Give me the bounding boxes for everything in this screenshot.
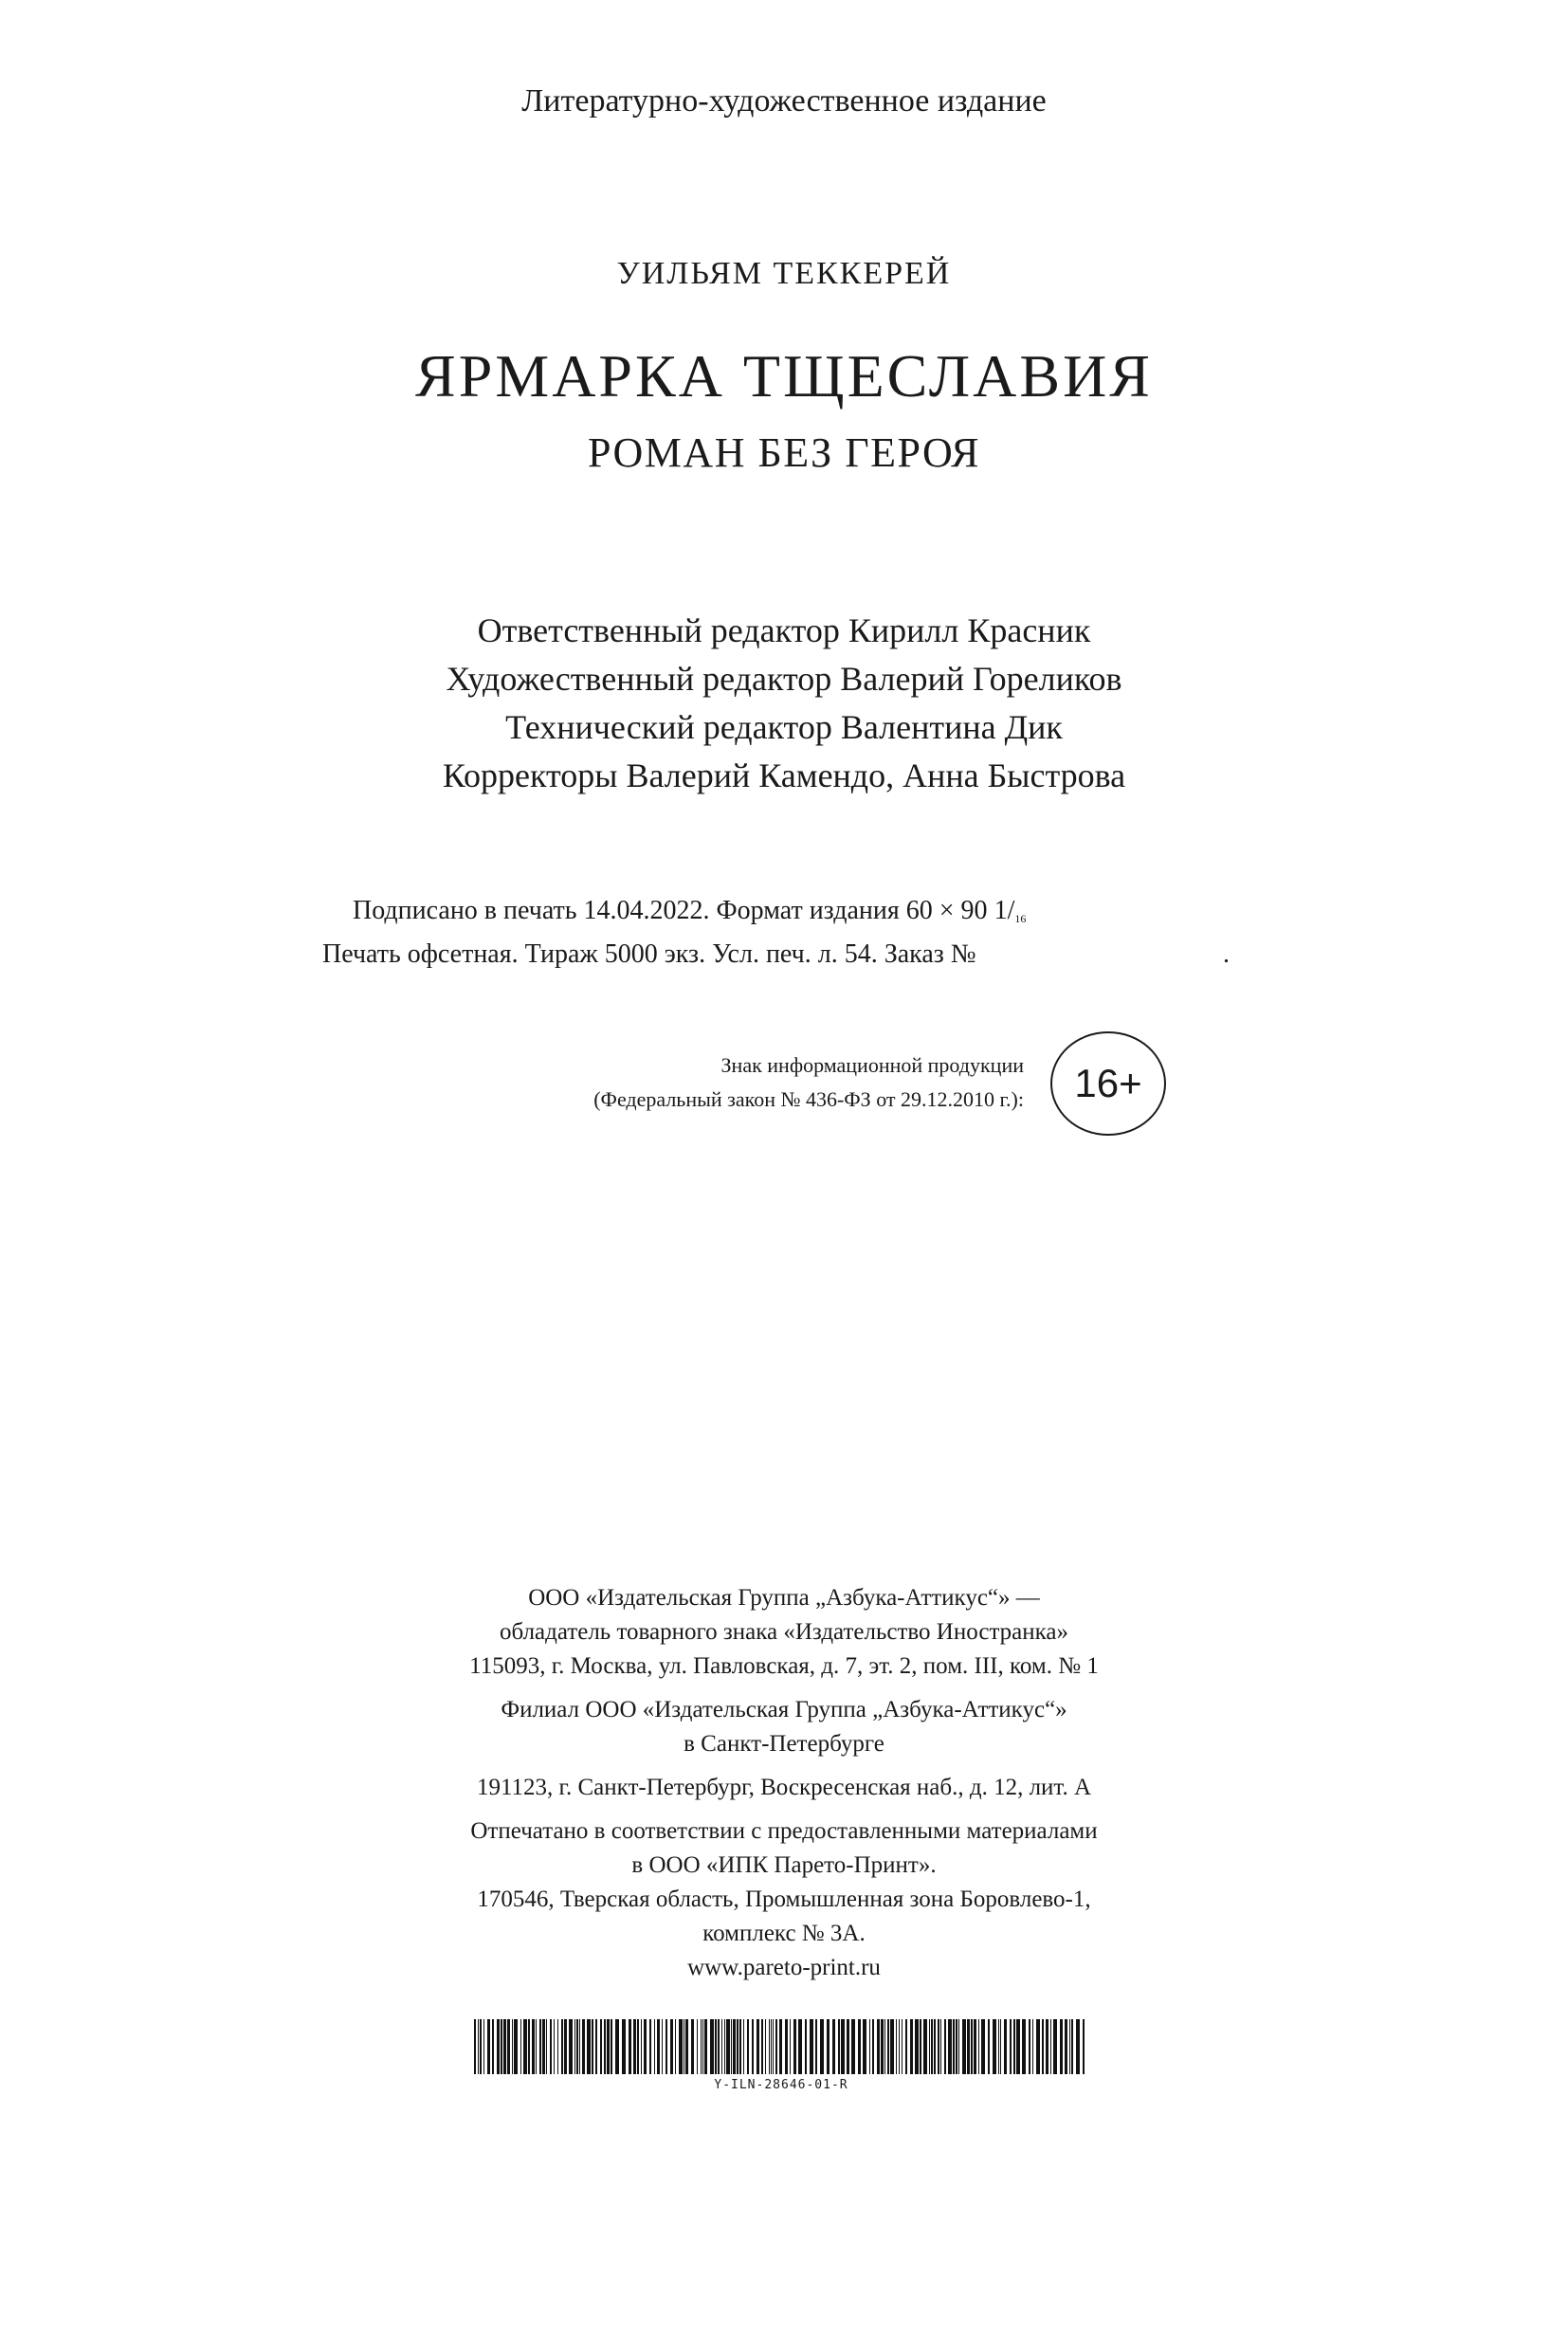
barcode-bar [483,2019,484,2074]
barcode-bar [998,2019,999,2074]
barcode-bar [773,2019,774,2074]
barcode-bar [670,2019,673,2074]
barcode-bar [958,2019,959,2074]
imprint-line: обладатель товарного знака «Издательство Иностранка» [499,1619,1069,1645]
barcode-bar [967,2019,970,2074]
barcode-bar [1071,2019,1073,2074]
book-subtitle: РОМАН БЕЗ ГЕРОЯ [588,429,980,476]
barcode-bar [743,2019,744,2074]
barcode-bar [1069,2019,1070,2074]
credit-line: Технический редактор Валентина Дик [505,708,1063,746]
imprint-line: ООО «Издательская Группа „Азбука-Аттикус“» — [528,1585,1040,1611]
barcode-bar [576,2019,578,2074]
barcode-bar [587,2019,591,2074]
barcode-bar [747,2019,749,2074]
barcode-bar [869,2019,870,2074]
barcode-bar [629,2019,631,2074]
barcode-bar [905,2019,907,2074]
barcode-bar [978,2019,979,2074]
barcode-bar [1010,2019,1012,2074]
barcode-bar [929,2019,930,2074]
barcode-bar [769,2019,770,2074]
barcode-bar [944,2019,946,2074]
credit-line: Корректоры Валерий Камендо, Анна Быстрова [442,756,1126,794]
barcode-bar [752,2019,754,2074]
barcode-bar [771,2019,772,2074]
barcode-bar [953,2019,955,2074]
barcode-bar [536,2019,537,2074]
barcode-bar [497,2019,500,2074]
barcode-bar [1036,2019,1040,2074]
book-title: ЯРМАРКА ТЩЕСЛАВИЯ [415,342,1153,410]
barcode-bar [899,2019,900,2074]
barcode-bar [863,2019,866,2074]
barcode-bar [704,2019,707,2074]
imprint-line: Филиал ООО «Издательская Группа „Азбука-Аттикус“» [501,1697,1067,1722]
barcode-bar [528,2019,530,2074]
barcode-bar [1022,2019,1026,2074]
barcode-bar [733,2019,736,2074]
barcode-bar [1060,2019,1063,2074]
barcode-bar [993,2019,996,2074]
barcode-bar [915,2019,919,2074]
barcode-bar [887,2019,889,2074]
barcode-bar [910,2019,913,2074]
barcode-bar [1004,2019,1007,2074]
barcode-bar [798,2019,802,2074]
barcode-bar [557,2019,558,2074]
barcode-bar [761,2019,763,2074]
format-fraction: $1/_{16}$ [994,896,1027,925]
barcode-bar [1083,2019,1085,2074]
barcode-bar [884,2019,885,2074]
barcode-bar [1042,2019,1044,2074]
barcode-bar [940,2019,941,2074]
barcode-bar [600,2019,602,2074]
barcode-bar [611,2019,612,2074]
barcode-bar [595,2019,597,2074]
barcode-bar [582,2019,585,2074]
barcode-bar [721,2019,722,2074]
imprint-line: 115093, г. Москва, ул. Павловская, д. 7, эт. 2, пом. III, ком. № 1 [469,1653,1099,1679]
barcode-bar [604,2019,606,2074]
barcode-bar [896,2019,897,2074]
barcode-bar [956,2019,957,2074]
barcode-bar [731,2019,732,2074]
barcode-bar [872,2019,874,2074]
credit-line: Ответственный редактор Кирилл Красник [477,611,1091,649]
print-info-text: Подписано в печать 14.04.2022. Формат издания 60 × 90 [353,896,988,925]
barcode-bar [1029,2019,1030,2074]
barcode-bar [492,2019,494,2074]
barcode-bar [633,2019,636,2074]
barcode-bar [574,2019,575,2074]
barcode-bar [775,2019,777,2074]
barcode-bar [550,2019,552,2074]
imprint-line: Отпечатано в соответствии с предоставленными материалами [470,1818,1098,1844]
credits [0,607,1568,800]
barcode-bar [532,2019,535,2074]
barcode-bar [938,2019,939,2074]
barcode-bar [765,2019,766,2074]
author-name: УИЛЬЯМ ТЕККЕРЕЙ [616,256,952,291]
imprint-line: комплекс № 3А. [702,1921,866,1946]
barcode-bar [820,2019,824,2074]
imprint-line: в Санкт-Петербурге [684,1731,884,1757]
barcode-bar [607,2019,610,2074]
barcode-bar [902,2019,903,2074]
barcode-bar [931,2019,933,2074]
barcode-bar [564,2019,567,2074]
barcode-bar [665,2019,667,2074]
barcode-bar [546,2019,547,2074]
info-mark-line: (Федеральный закон № 436-ФЗ от 29.12.2010 г.): [593,1087,1024,1111]
barcode-bar [790,2019,791,2074]
barcode-bar [1065,2019,1067,2074]
barcode-bar [832,2019,835,2074]
barcode-bar [710,2019,714,2074]
barcode-bar [793,2019,796,2074]
barcode-bar [1046,2019,1048,2074]
barcode-bar [539,2019,541,2074]
barcode-bar [641,2019,642,2074]
barcode-bar [487,2019,490,2074]
format-denominator: 16 [1014,912,1027,925]
info-product-mark [593,1048,1024,1117]
barcode-bar [779,2019,782,2074]
barcode-code: Y-ILN-28646-01-R [714,2078,848,2092]
trailing-dot: . [1223,939,1230,969]
barcode-bar [851,2019,855,2074]
barcode-bar [622,2019,626,2074]
credit-line: Художественный редактор Валерий Гореликов [446,660,1122,698]
barcode-bar [662,2019,663,2074]
barcode-bar [512,2019,513,2074]
barcode-bar [579,2019,580,2074]
barcode-bar [675,2019,676,2074]
barcode-bar [1032,2019,1033,2074]
barcode-bar [847,2019,849,2074]
barcode-bar [657,2019,660,2074]
barcode-bar [702,2019,703,2074]
barcode-bar [637,2019,639,2074]
barcode-bar [520,2019,521,2074]
barcode-bar [881,2019,884,2074]
barcode-bar [718,2019,720,2074]
barcode-bar [1000,2019,1001,2074]
barcode-bar [724,2019,725,2074]
barcode-bar [739,2019,741,2074]
barcode-bar [554,2019,555,2074]
imprint-line: 170546, Тверская область, Промышленная зона Боровлево-1, [477,1886,1091,1912]
barcode-bar [715,2019,717,2074]
barcode-bar [920,2019,921,2074]
barcode-bar [503,2019,506,2074]
barcode-bar [654,2019,655,2074]
barcode-bar [858,2019,861,2074]
barcode-bar [501,2019,502,2074]
barcode-bar [962,2019,966,2074]
barcode-bar [697,2019,698,2074]
barcode-bar [827,2019,830,2074]
barcode-bar [679,2019,683,2074]
barcode-bar [838,2019,840,2074]
barcode-bar [474,2019,476,2074]
barcode-bar [1013,2019,1015,2074]
barcode-bar [923,2019,927,2074]
barcode-bar [948,2019,952,2074]
barcode-bar [691,2019,694,2074]
barcode-bar [757,2019,759,2074]
barcode-bar [615,2019,619,2074]
barcode-bar [1076,2019,1080,2074]
barcode-bar [726,2019,730,2074]
barcode-bar [971,2019,973,2074]
info-mark-line: Знак информационной продукции [720,1053,1024,1077]
barcode-bar [805,2019,807,2074]
barcode-bar [649,2019,651,2074]
print-info-line: Печать офсетная. Тираж 5000 экз. Усл. печ. л. 54. Заказ № [322,939,976,969]
barcode-bar [890,2019,894,2074]
barcode-bar [988,2019,990,2074]
barcode-bar [934,2019,936,2074]
barcode-bar [785,2019,788,2074]
barcode-bar [685,2019,688,2074]
barcode-bar [701,2019,702,2074]
barcode-bar [877,2019,880,2074]
barcode-bar [841,2019,845,2074]
imprint-url: www.pareto-print.ru [687,1955,881,1980]
barcode-bar [592,2019,593,2074]
barcode-bar [561,2019,563,2074]
barcode-bar [523,2019,527,2074]
barcode-bar [974,2019,976,2074]
publisher-imprint [0,1581,1568,1985]
barcode-bar [810,2019,813,2074]
barcode-bar [507,2019,510,2074]
barcode [474,2019,1088,2074]
barcode-bar [815,2019,817,2074]
barcode-bar [981,2019,985,2074]
barcode-bar [569,2019,573,2074]
age-rating-badge: 16+ [1050,1031,1166,1136]
barcode-bar [542,2019,545,2074]
barcode-bar [478,2019,479,2074]
barcode-bar [1050,2019,1051,2074]
edition-type: Литературно-художественное издание [521,83,1047,118]
barcode-bar [514,2019,518,2074]
barcode-bar [480,2019,482,2074]
barcode-bar [1016,2019,1020,2074]
imprint-line: в ООО «ИПК Парето-Принт». [631,1852,937,1878]
barcode-bar [737,2019,738,2074]
imprint-line: 191123, г. Санкт-Петербург, Воскресенская наб., д. 12, лит. А [476,1775,1092,1800]
barcode-bar [644,2019,647,2074]
format-numerator: 1 [994,896,1008,925]
barcode-bar [1053,2019,1057,2074]
